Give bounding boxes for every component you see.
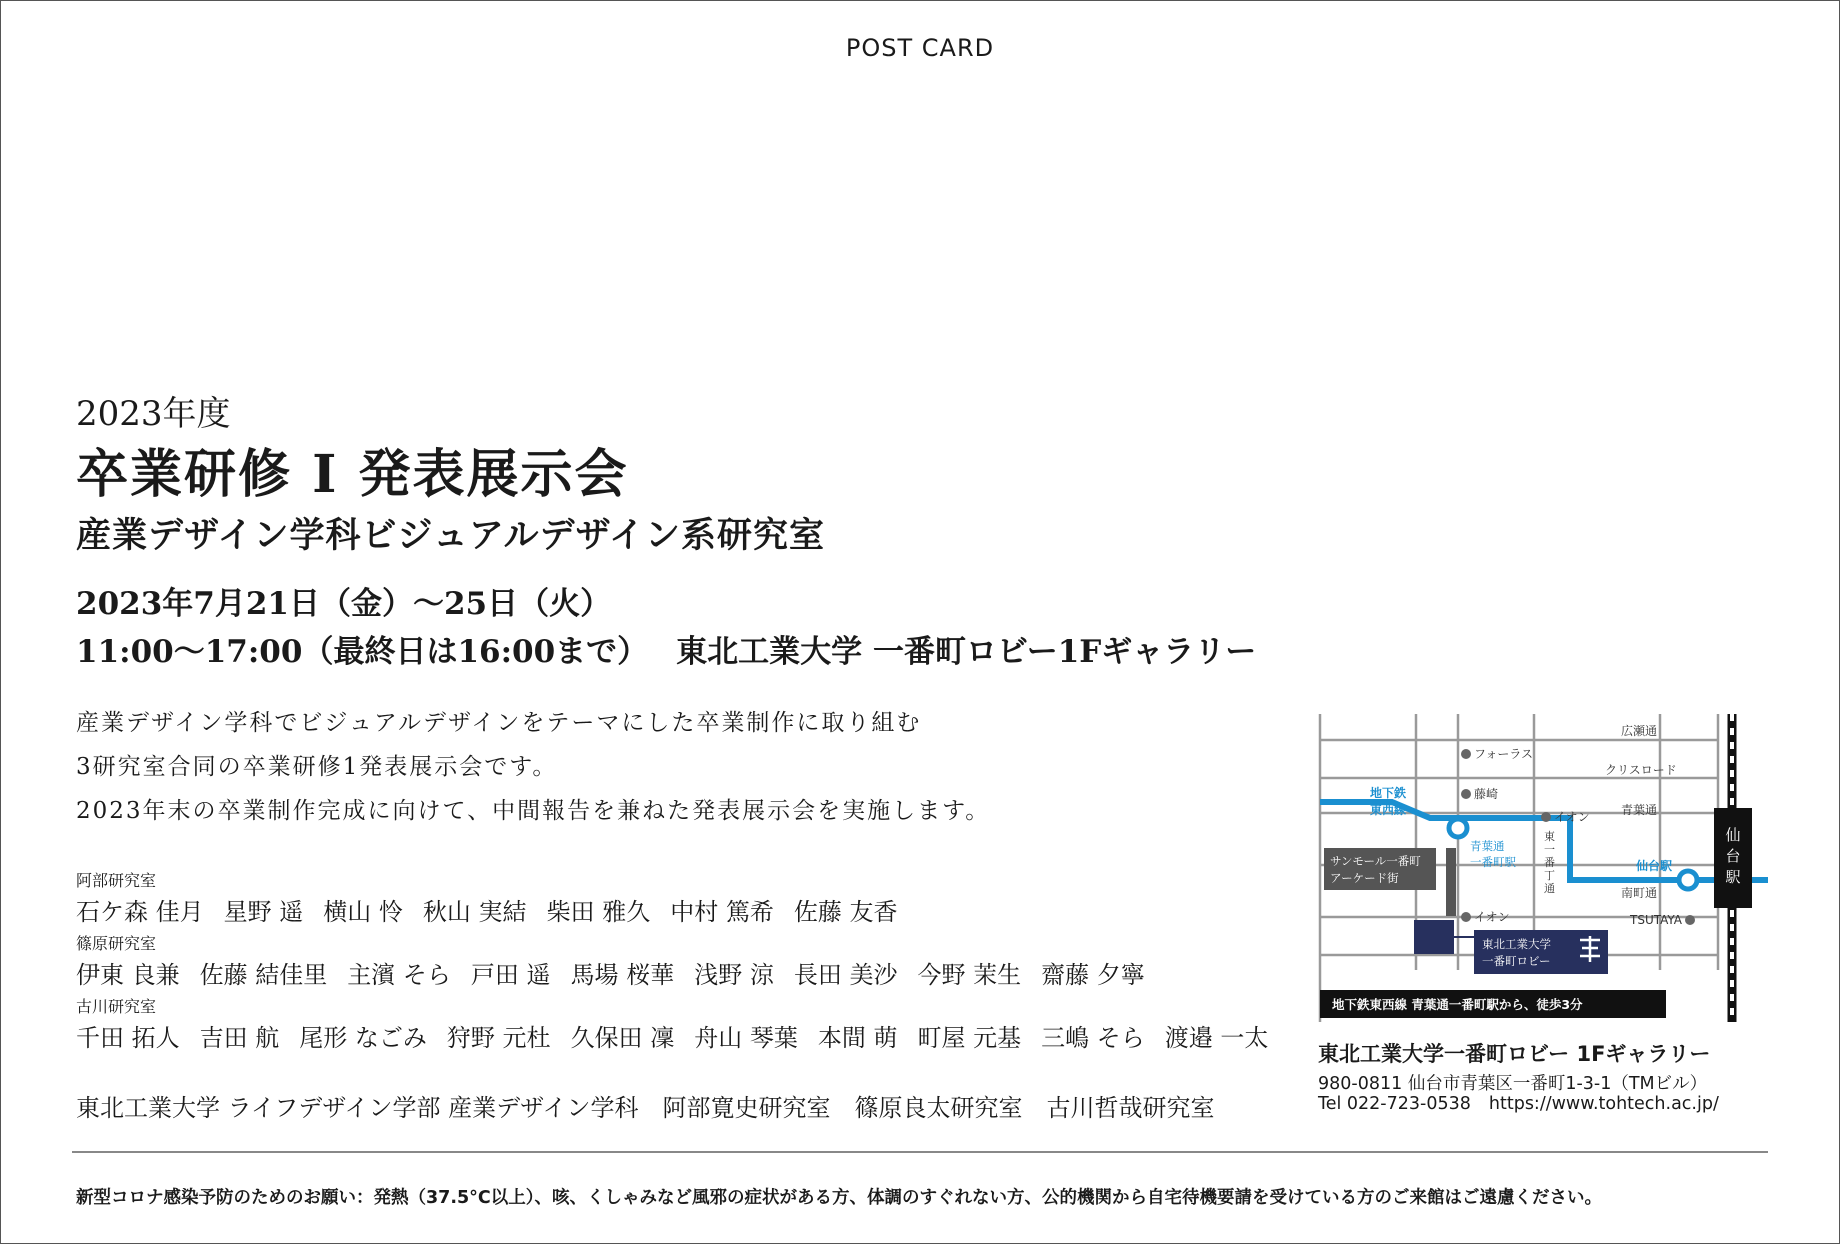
station-marker-sendai: [1679, 871, 1697, 889]
description-line: 2023年末の卒業制作完成に向けて、中間報告を兼ねた発表展示会を実施します。: [76, 798, 991, 824]
member-name: 中村 篤希: [670, 898, 774, 926]
venue-name: 東北工業大学一番町ロビー 1Fギャラリー: [1318, 1042, 1711, 1066]
event-dates: 2023年7月21日（金）～25日（火）: [76, 586, 612, 622]
sunmall-arcade-strip: [1446, 848, 1456, 916]
landmark-label: イオン: [1474, 910, 1510, 924]
street-label-vertical: 番: [1544, 856, 1555, 869]
member-name: 渡邉 一太: [1164, 1024, 1269, 1052]
landmark-label: 藤崎: [1474, 787, 1499, 801]
subway-label: 東西線: [1369, 803, 1407, 817]
venue-building: [1414, 920, 1454, 954]
member-name: 町屋 元基: [917, 1024, 1022, 1052]
member-name: 狩野 元杜: [446, 1024, 551, 1052]
aoba-station-label: 一番町駅: [1470, 855, 1516, 869]
member-name: 長田 美沙: [793, 961, 898, 989]
event-time-venue: [76, 626, 1256, 671]
street-label-vertical: 東: [1544, 830, 1555, 843]
lab-full-name: 阿部寛史研究室: [662, 1094, 831, 1122]
jr-station-label: 台: [1725, 847, 1741, 865]
jr-station-label: 駅: [1725, 868, 1741, 886]
member-name: 千田 拓人: [76, 1024, 180, 1052]
department-name: 東北工業大学 ライフデザイン学部 産業デザイン学科: [76, 1094, 639, 1122]
landmark-label: フォーラス: [1474, 747, 1534, 761]
lab-members: [76, 955, 1165, 990]
street-label: クリスロード: [1605, 763, 1677, 777]
aoba-station-label: 青葉通: [1470, 839, 1505, 853]
street-label: 広瀬通: [1621, 724, 1658, 738]
event-title: 卒業研修 I 発表展示会: [76, 444, 629, 505]
venue-address: 980-0811 仙台市青葉区一番町1-3-1（TMビル）: [1318, 1074, 1708, 1094]
lab-members: [76, 1018, 1288, 1053]
venue-url[interactable]: https://www.tohtech.ac.jp/: [1488, 1094, 1719, 1114]
post-card-label: POST CARD: [845, 34, 995, 62]
member-name: 横山 怜: [323, 898, 403, 926]
member-name: 今野 茉生: [917, 961, 1022, 989]
member-name: 柴田 雅久: [546, 898, 651, 926]
landmark-label: TSUTAYA: [1630, 913, 1683, 927]
landmark-label: イオン: [1554, 810, 1590, 824]
venue-tel: Tel 022-723-0538: [1318, 1094, 1471, 1114]
member-name: 伊東 良兼: [76, 961, 180, 989]
station-marker-aoba: [1449, 819, 1467, 837]
lab-full-name: 古川哲哉研究室: [1046, 1094, 1215, 1122]
lab-name: 篠原研究室: [76, 934, 157, 953]
access-text: 地下鉄東西線 青葉通一番町駅から、徒歩3分: [1332, 997, 1583, 1012]
member-name: 久保田 凜: [570, 1024, 675, 1052]
event-subtitle: 産業デザイン学科ビジュアルデザイン系研究室: [76, 515, 826, 556]
access-map: [1318, 712, 1768, 1024]
member-name: 主濱 そら: [347, 961, 451, 989]
venue-contact: [1318, 1094, 1737, 1114]
event-year: 2023年度: [76, 394, 231, 434]
member-name: 吉田 航: [199, 1024, 280, 1052]
member-name: 星野 遥: [223, 898, 304, 926]
subway-label: 地下鉄: [1369, 786, 1407, 800]
member-name: 馬場 桜華: [570, 961, 675, 989]
member-name: 齋藤 夕寧: [1041, 961, 1145, 989]
description-line: 3研究室合同の卒業研修1発表展示会です。: [76, 754, 558, 780]
member-name: 佐藤 友香: [793, 898, 898, 926]
lab-name: 古川研究室: [76, 997, 157, 1016]
member-name: 浅野 涼: [694, 961, 774, 989]
description-line: 産業デザイン学科でビジュアルデザインをテーマにした卒業制作に取り組む: [76, 710, 922, 736]
street-label-vertical: 丁: [1544, 869, 1555, 882]
sunmall-label: サンモール一番町: [1330, 854, 1421, 868]
street-label: 南町通: [1621, 886, 1658, 900]
sendai-station-label: 仙台駅: [1636, 859, 1673, 873]
sunmall-label: アーケード街: [1330, 871, 1399, 885]
event-time: 11:00～17:00（最終日は16:00まで）: [76, 634, 649, 670]
lab-full-name: 篠原良太研究室: [854, 1094, 1023, 1122]
lab-name: 阿部研究室: [76, 871, 157, 890]
street-label: 青葉通: [1621, 803, 1658, 817]
member-name: 三嶋 そら: [1041, 1024, 1145, 1052]
street-label-vertical: 通: [1544, 882, 1555, 895]
member-name: 戸田 遥: [470, 961, 551, 989]
venue-callout-label: 一番町ロビー: [1482, 954, 1551, 968]
street-label-vertical: 一: [1544, 843, 1555, 856]
covid-notice: 新型コロナ感染予防のためのお願い：発熱（37.5°C以上）、咳、くしゃみなど風邪の症状がある方、体調のすぐれない方、公的機関から自宅待機要請を受けている方のご来館はご遠慮ください。: [76, 1188, 1603, 1208]
lab-members: [76, 892, 917, 927]
member-name: 尾形 なごみ: [299, 1024, 427, 1052]
venue-callout-label: 東北工業大学: [1482, 937, 1551, 951]
member-name: 舟山 琴葉: [694, 1024, 798, 1052]
department-line: [76, 1088, 1238, 1123]
jr-station-label: 仙: [1725, 826, 1741, 844]
member-name: 石ケ森 佳月: [76, 898, 204, 926]
event-venue: 東北工業大学 一番町ロビー1Fギャラリー: [676, 634, 1257, 670]
member-name: 佐藤 結佳里: [199, 961, 328, 989]
divider: [72, 1151, 1768, 1153]
member-name: 秋山 実結: [422, 898, 527, 926]
member-name: 本間 萌: [817, 1024, 898, 1052]
